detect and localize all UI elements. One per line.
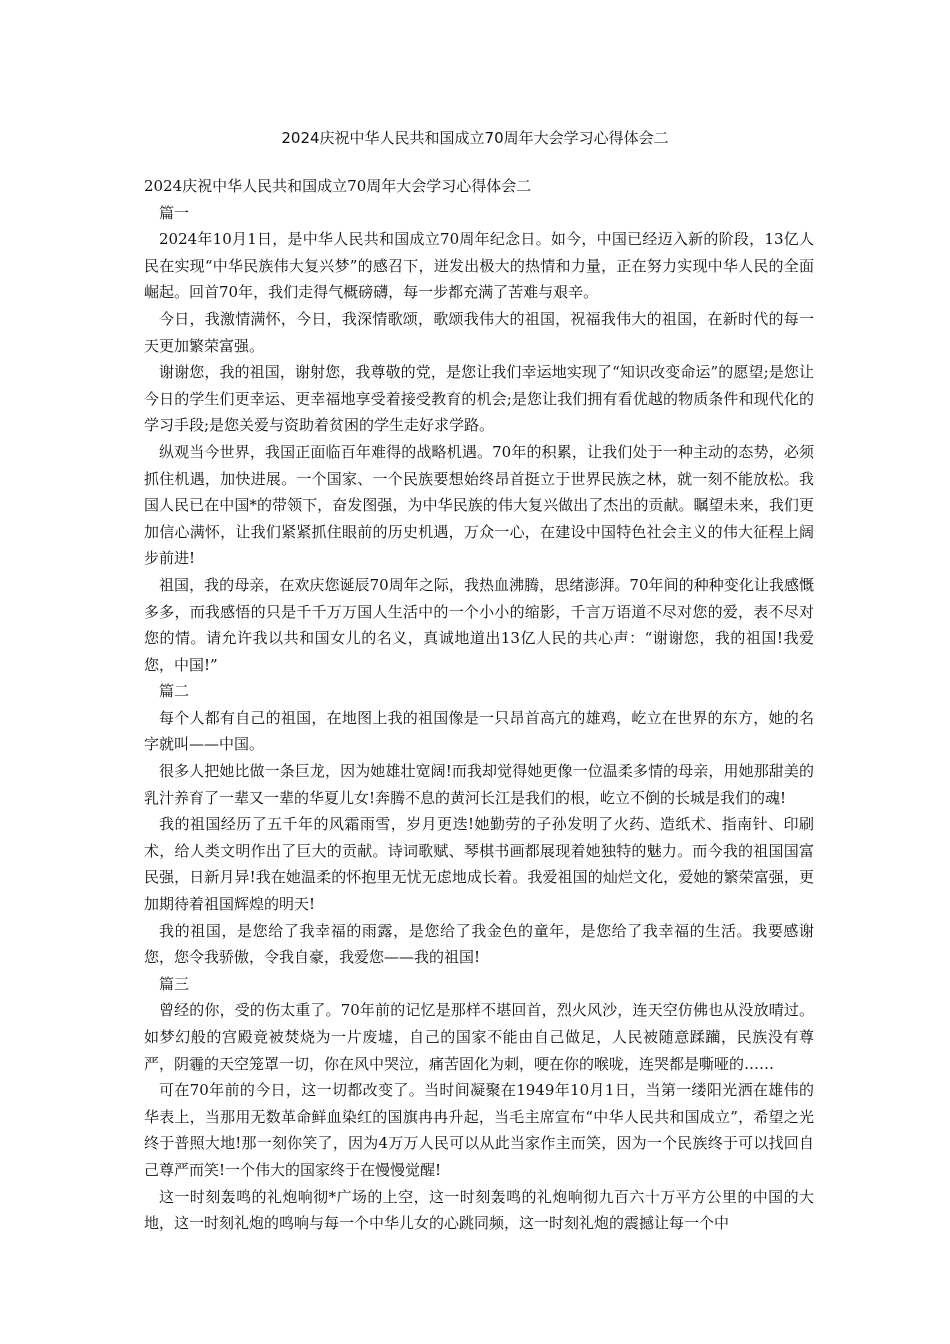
page-title: 2024庆祝中华人民共和国成立70周年大会学习心得体会二 <box>281 129 669 147</box>
paragraph: 纵观当今世界，我国正面临百年难得的战略机遇。70年的积累，让我们处于一种主动的态势，必须抓住机遇，加快进展。一个国家、一个民族要想始终昂首挺立于世界民族之林，就一刻不能放松。我国人民已在中国*的带领下，奋发图强，为中华民族的伟大复兴做出了杰出的贡献。瞩望未来，我们更加信心满怀，让我们紧紧抓住眼前的历史机遇，万众一心，在建设中国特色社会主义的伟大征程上阔步前进! <box>144 442 814 568</box>
paragraph: 曾经的你，受的伤太重了。70年前的记忆是那样不堪回首，烈火风沙，连天空仿佛也从没放晴过。如梦幻般的宫殿竟被焚烧为一片废墟，自己的国家不能由自己做足，人民被随意蹂躏，民族没有尊严，阴霾的天空笼罩一切，你在风中哭泣，痛苦固化为刺，哽在你的喉咙，连哭都是嘶哑的…… <box>144 1001 814 1073</box>
document-subtitle: 2024庆祝中华人民共和国成立70周年大会学习心得体会二 <box>144 177 532 195</box>
document-body <box>144 173 814 1237</box>
paragraph: 这一时刻轰鸣的礼炮响彻*广场的上空，这一时刻轰鸣的礼炮响彻九百六十万平方公里的中国的大地，这一时刻礼炮的鸣响与每一个中华儿女的心跳同频，这一时刻礼炮的震撼让每一个中 <box>144 1187 814 1233</box>
paragraph: 每个人都有自己的祖国，在地图上我的祖国像是一只昂首高亢的雄鸡，屹立在世界的东方，她的名字就叫——中国。 <box>144 708 814 754</box>
paragraph: 祖国，我的母亲，在欢庆您诞辰70周年之际，我热血沸腾，思绪澎湃。70年间的种种变化让我感慨多多，而我感悟的只是千千万万国人生活中的一个小小的缩影，千言万语道不尽对您的爱，表不尽对您的情。请允许我以共和国女儿的名义，真诚地道出13亿人民的共心声：“谢谢您，我的祖国!我爱您，中国!” <box>144 575 814 674</box>
section-heading-3: 篇三 <box>159 974 190 993</box>
paragraph: 今日，我激情满怀，今日，我深情歌颂，歌颂我伟大的祖国，祝福我伟大的祖国，在新时代的每一天更加繁荣富强。 <box>144 309 814 355</box>
section-heading-2: 篇二 <box>159 682 190 701</box>
paragraph: 我的祖国经历了五千年的风霜雨雪，岁月更迭!她勤劳的子孙发明了火药、造纸术、指南针、印刷术，给人类文明作出了巨大的贡献。诗词歌赋、琴棋书画都展现着她独特的魅力。而今我的祖国国富民强，日新月异!我在她温柔的怀抱里无忧无虑地成长着。我爱祖国的灿烂文化，爱她的繁荣富强，更加期待着祖国辉煌的明天! <box>144 815 814 914</box>
paragraph: 我的祖国，是您给了我幸福的雨露，是您给了我金色的童年，是您给了我幸福的生活。我要感谢您，您令我骄傲，令我自豪，我爱您——我的祖国! <box>144 921 814 967</box>
paragraph: 谢谢您，我的祖国，谢射您，我尊敬的党，是您让我们幸运地实现了“知识改变命运”的愿望;是您让今日的学生们更幸运、更幸福地享受着接受教育的机会;是您让我们拥有看优越的物质条件和现代化的学习手段;是您关爱与资助着贫困的学生走好求学路。 <box>144 363 814 435</box>
paragraph: 可在70年前的今日，这一切都改变了。当时间凝聚在1949年10月1日，当第一缕阳光洒在雄伟的华表上，当那用无数革命鲜血染红的国旗冉冉升起，当毛主席宣布“中华人民共和国成立”，希望之光终于普照大地!那一刻你笑了，因为4万万人民可以从此当家作主而笑，因为一个民族终于可以找回自己尊严而笑!一个伟大的国家终于在慢慢觉醒! <box>144 1081 814 1179</box>
section-heading-1: 篇一 <box>159 203 190 222</box>
paragraph: 2024年10月1日，是中华人民共和国成立70周年纪念日。如今，中国已经迈入新的阶段，13亿人民在实现“中华民族伟大复兴梦”的感召下，迸发出极大的热情和力量，正在努力实现中华人民的全面崛起。回首70年，我们走得气概磅礴，每一步都充满了苦难与艰辛。 <box>144 230 814 302</box>
paragraph: 很多人把她比做一条巨龙，因为她雄壮宽阔!而我却觉得她更像一位温柔多情的母亲，用她那甜美的乳汁养育了一辈又一辈的华夏儿女!奔腾不息的黄河长江是我们的根，屹立不倒的长城是我们的魂! <box>144 762 814 807</box>
